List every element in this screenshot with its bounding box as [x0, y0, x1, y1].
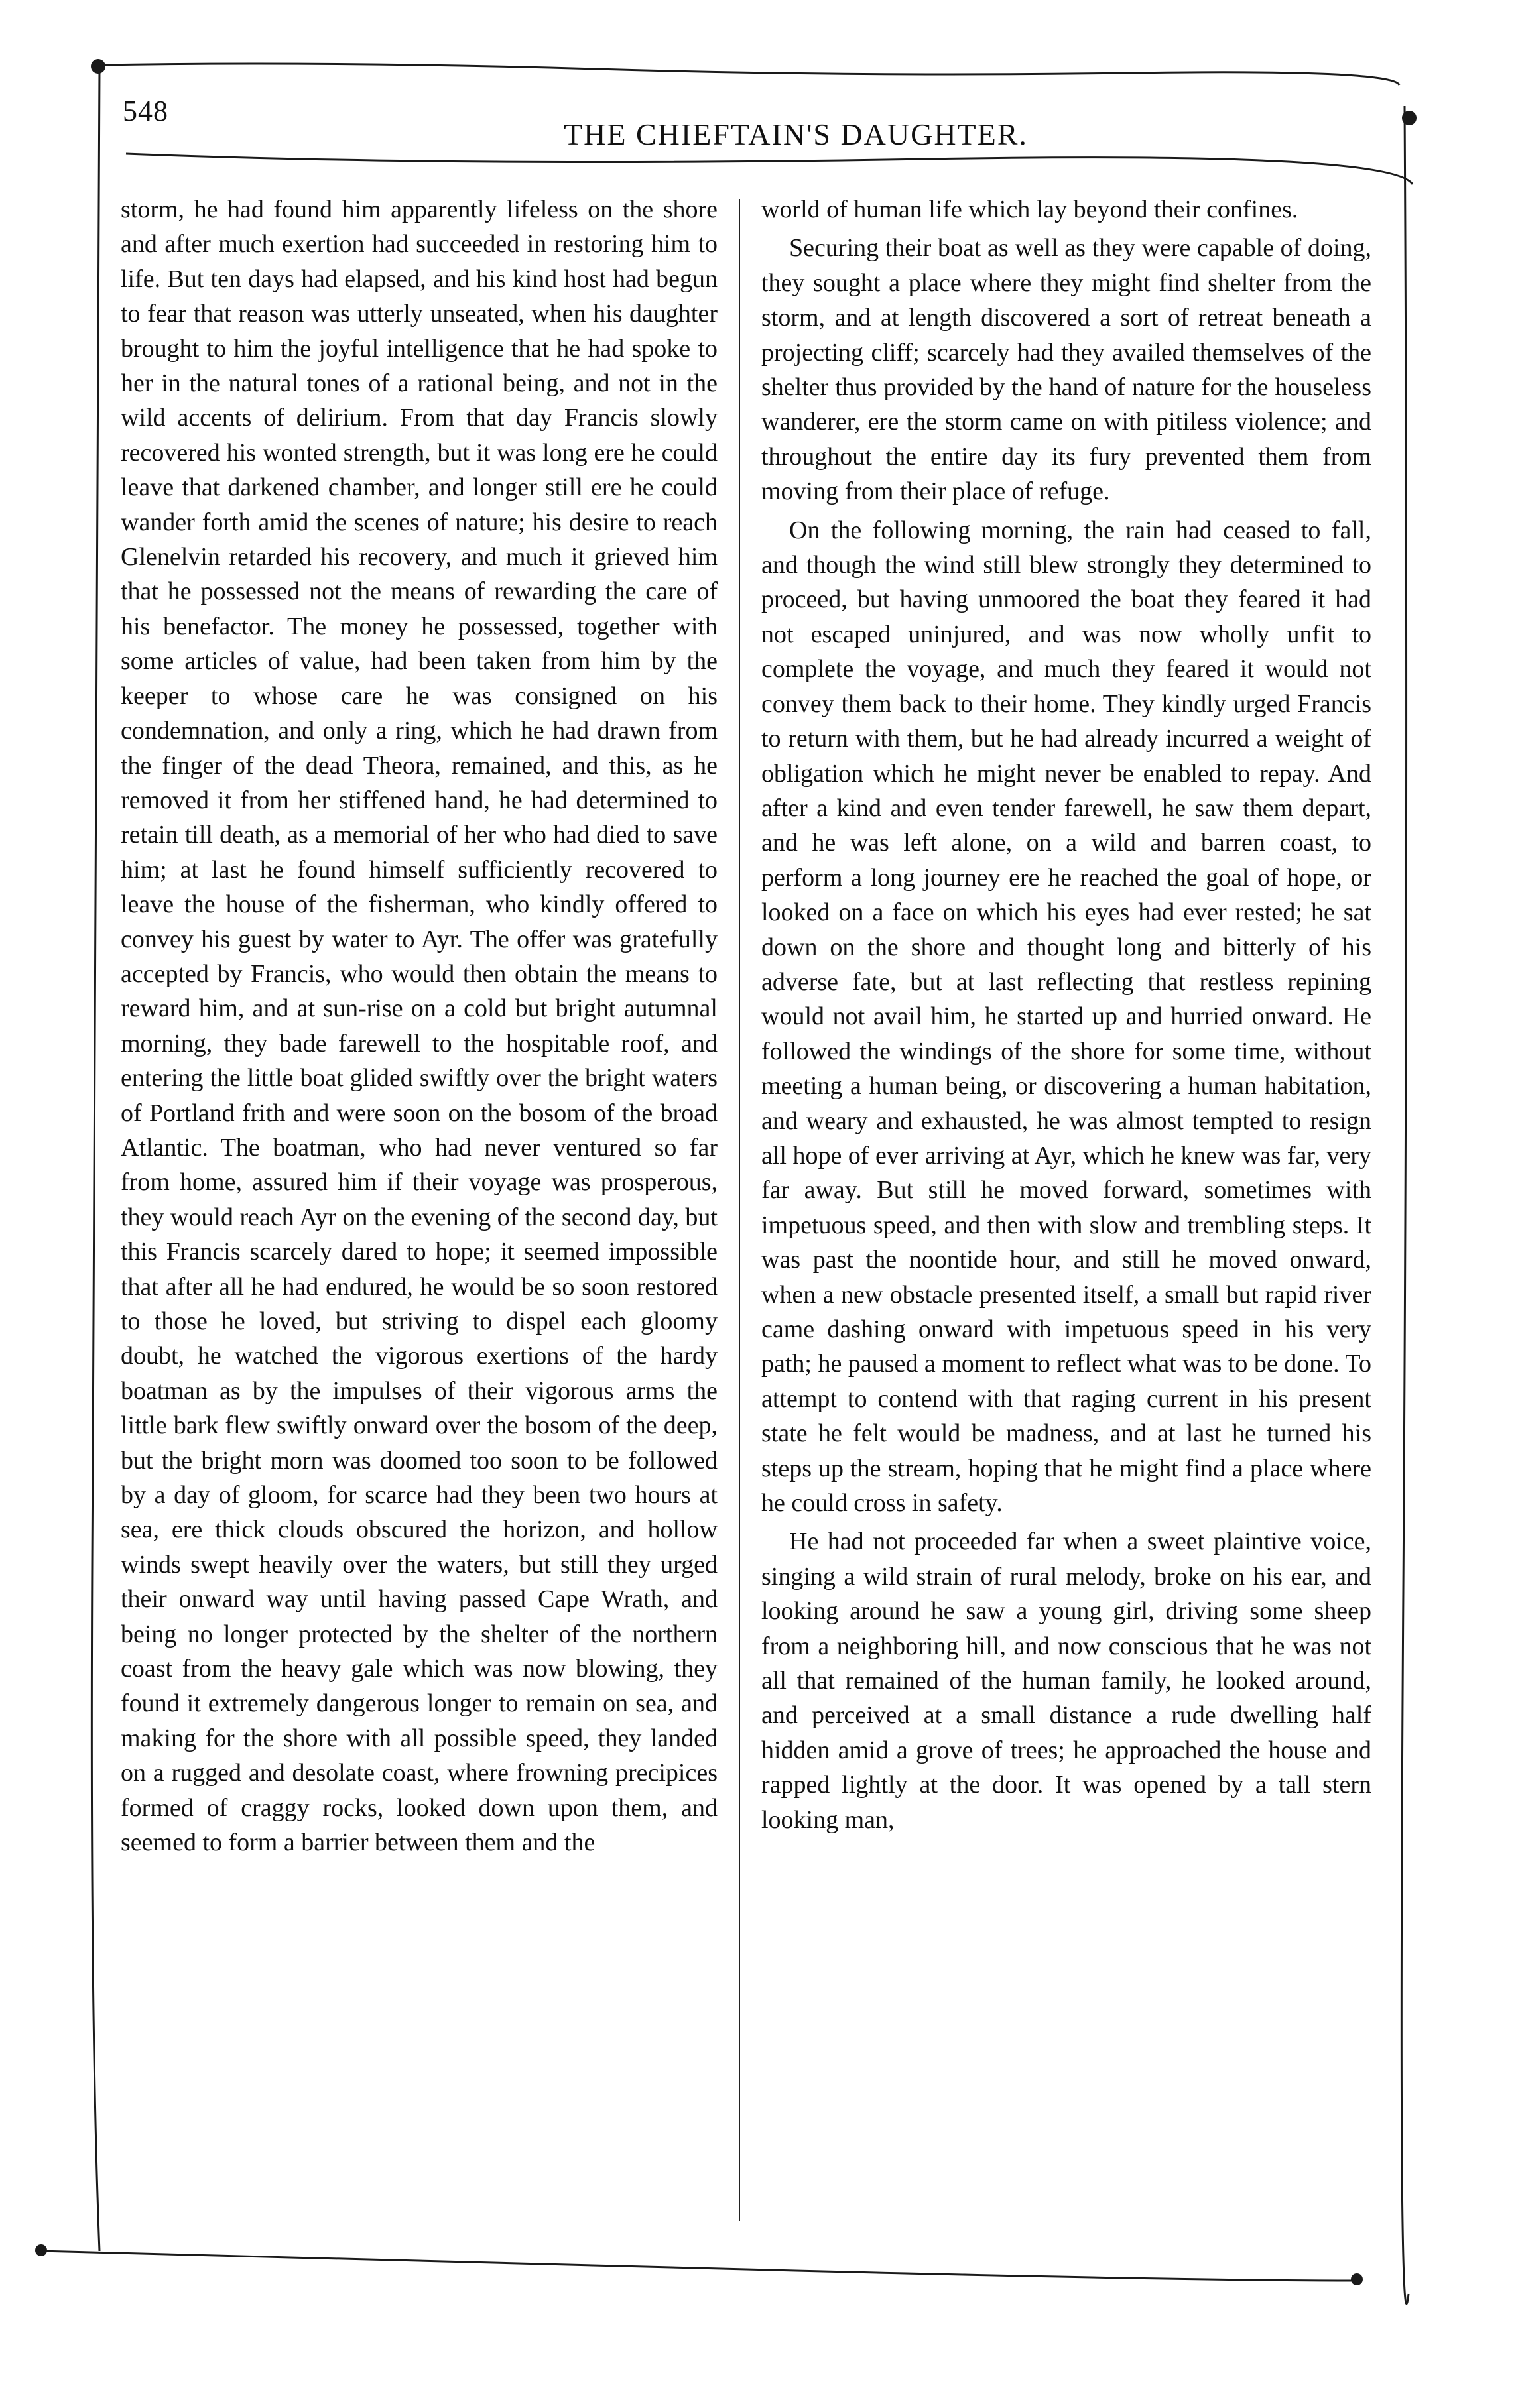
- paragraph: Securing their boat as well as they were capable of doing, they sought a place where they might find shelter from the storm, and at length discovered a sort of retreat beneath a projecting cliff; scarcely had they availed themselves of the shelter thus provided by the hand of nature for the houseless wanderer, ere the storm came on with pitiless violence; and throughout the entire day its fury prevented them from moving from their place of refuge.: [761, 234, 1371, 506]
- bottom-left-ornament-icon: [35, 2244, 47, 2256]
- bottom-right-ornament-icon: [1351, 2273, 1363, 2285]
- running-title: THE CHIEFTAIN'S DAUGHTER.: [564, 117, 1028, 151]
- page-number: 548: [123, 95, 168, 127]
- top-right-ornament-icon: [1402, 111, 1417, 125]
- under-title-rule: [126, 154, 1413, 184]
- paragraph: storm, he had found him apparently lifeless on the shore and after much exertion had succeeded in restoring him to life. But ten days had elapsed, and his kind host had begun to fear that reason was utterly unseated, when his daughter brought to him the joyful intelligence that he had spoke to her in the natural tones of a rational being, and not in the wild accents of delirium. From that day Francis slowly recovered his wonted strength, but it was long ere he could leave that darkened chamber, and longer still ere he could wander forth amid the scenes of nature; his desire to reach Glenelvin retarded his recovery, and much it grieved him that he possessed not the means of rewarding the care of his benefactor. The money he possessed, together with some articles of value, had been taken from him by the keeper to whose care he was consigned on his condemnation, and only a ring, which he had drawn from the finger of the dead Theora, remained, and this, as he removed it from her stiffened hand, he had determined to retain till death, as a memorial of her who had died to save him; at last he found himself sufficiently recovered to leave the house of the fisherman, who kindly offered to convey his guest by water to Ayr. The offer was gratefully accepted by Francis, who would then obtain the means to reward him, and at sun-rise on a cold but bright autumnal morning, they bade farewell to the hospitable roof, and entering the little boat glided swiftly over the bright waters of Portland frith and were soon on the bosom of the broad Atlantic. The boatman, who had never ventured so far from home, assured him if their voyage was prosperous, they would reach Ayr on the evening of the second day, but this Francis scarcely dared to hope; it seemed impossible that after all he had endured, he would be so soon restored to those he loved, but striving to dispel each gloomy doubt, he watched the vigorous exertions of the hardy boatman as by the impulses of their vigorous arms the little bark flew swiftly onward over the bosom of the deep, but the bright morn was doomed too soon to be followed by a day of gloom, for scarce had they been two hours at sea, ere thick clouds obscured the horizon, and hollow winds swept heavily over the waters, but still they urged their onward way until having passed Cape Wrath, and being no longer protected by the shelter of the northern coast from the heavy gale which was now blowing, they found it extremely dangerous longer to remain on sea, and making for the shore with all possible speed, they landed on a rugged and desolate coast, where frowning precipices formed of craggy rocks, looked down upon them, and seemed to form a barrier between them and the: [121, 196, 718, 1857]
- paragraph: world of human life which lay beyond their confines.: [761, 196, 1298, 223]
- paragraph: He had not proceeded far when a sweet plaintive voice, singing a wild strain of rural melody, broke on his ear, and looking around he saw a young girl, driving some sheep from a neighboring hill, and now conscious that he was not all that remained of the human family, he looked around, and perceived at a small distance a rude dwelling half hidden amid a grove of trees; he approached the house and rapped lightly at the door. It was opened by a tall stern looking man,: [761, 1528, 1371, 1834]
- top-left-ornament-icon: [91, 59, 105, 74]
- top-rule: [99, 64, 1399, 85]
- right-column: [761, 192, 1371, 2261]
- left-column: [121, 192, 718, 2261]
- left-rule: [92, 69, 99, 2251]
- paragraph: On the following morning, the rain had ceased to fall, and though the wind still blew strongly they determined to proceed, but having unmoored the boat they feared it had not escaped uninjured, and was now wholly unfit to complete the voyage, and much they feared it would not convey them back to their home. They kindly urged Francis to return with them, but he had already incurred a weight of obligation which he might never be enabled to repay. And after a kind and even tender farewell, he saw them depart, and he was left alone, on a wild and barren coast, to perform a long journey ere he reached the goal of hope, or looked on a face on which his eyes had ever rested; he sat down on the shore and thought long and bitterly of his adverse fate, but at last reflecting that restless repining would not avail him, he started up and hurried onward. He followed the windings of the shore for some time, without meeting a human being, or discovering a human habitation, and weary and exhausted, he was almost tempted to resign all hope of ever arriving at Ayr, which he knew was far, very far away. But still he moved forward, sometimes with impetuous speed, and then with slow and trembling steps. It was past the noontide hour, and still he moved onward, when a new obstacle presented itself, a small but rapid river came dashing onward with impetuous speed in his very path; he paused a moment to reflect what was to be done. To attempt to contend with that raging current in his present state he felt would be madness, and at last he turned his steps up the stream, hoping that he might find a place where he could cross in safety.: [761, 516, 1371, 1518]
- right-rule: [1401, 106, 1409, 2304]
- column-divider: [739, 199, 740, 2221]
